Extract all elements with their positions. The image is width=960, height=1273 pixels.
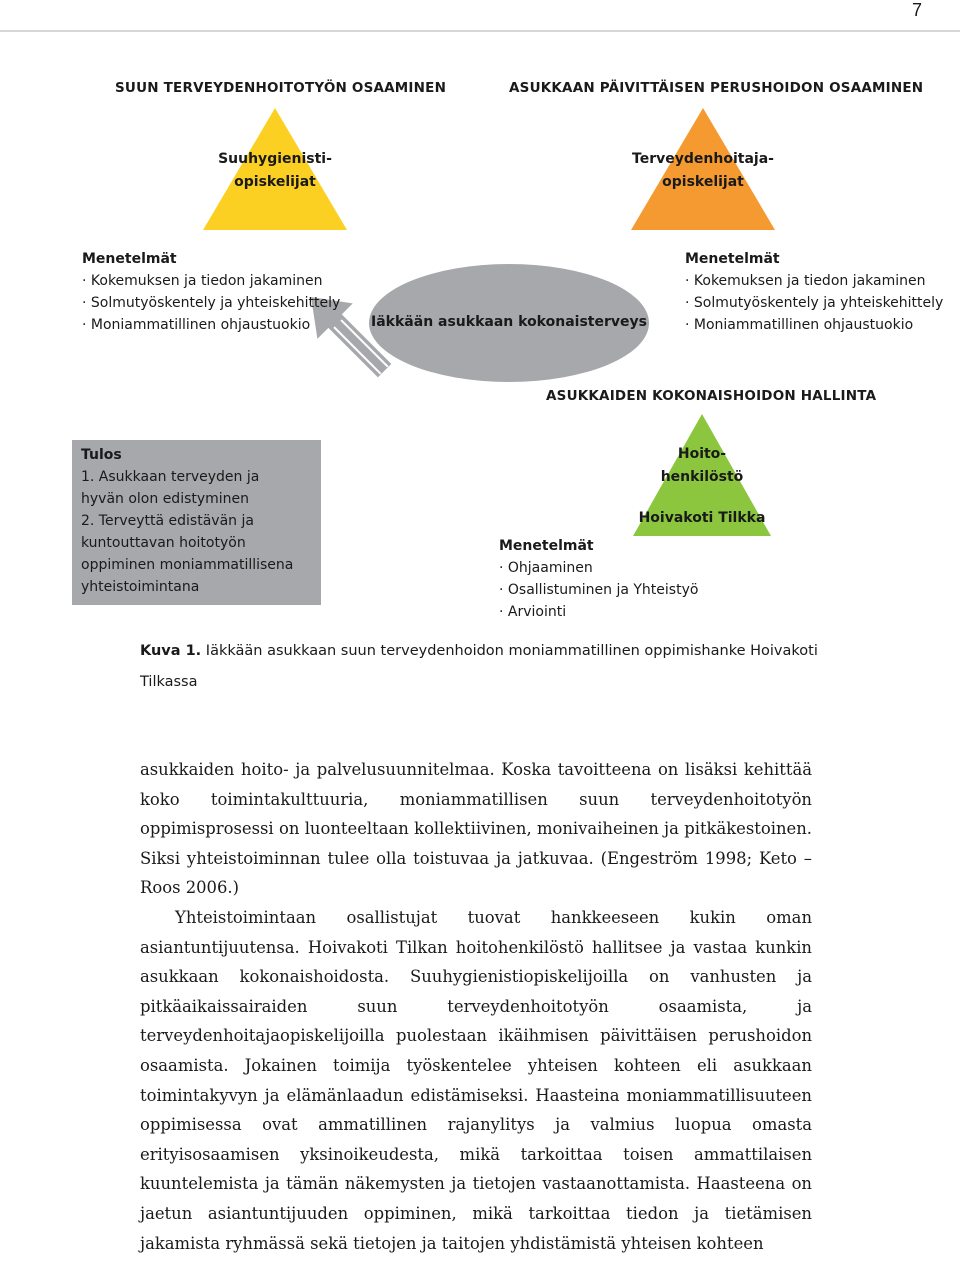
result-line: yhteistoimintana — [81, 579, 200, 595]
paragraph: Yhteistoimintaan osallistujat tuovat hankkeeseen kukin oman asiantuntijuutensa. Hoivakoti Tilkan hoitohenkilöstö hallitsee ja vastaa kunkin asukkaan kokonaishoidosta. Suuhygienistiopiskelijoilla on vanhusten ja pitkäaikaissairaiden suun terveydenhoitotyön osaamista, ja terveydenhoitajaopiskelijoilla puolestaan ikäihmisen päivittäisen perushoidon osaamista. Jokainen toimija työskentelee yhteisen kohteen eli asukkaan toimintakyvyn ja elämänlaadun edistämiseksi. Haasteina moniammatillisuuteen oppimisessa ovat ammatillinen rajanylitys ja valmius luopua omasta erityisosaamisen yksinoikeudesta, mikä tarkoittaa toisen ammattilaisen kuuntelemista ja tämän näkemysten ja tietojen vastaanottamista. Haasteena on jaetun asiantuntijuuden oppiminen, mikä tarkoittaa tiedon ja tietämisen jakamista ryhmässä sekä tietojen ja taitojen yhdistämistä yhteisen kohteen — [140, 907, 812, 1253]
result-line: 2. Terveyttä edistävän ja — [81, 513, 254, 529]
methods-bottom-item: · Osallistuminen ja Yhteistyö — [499, 582, 699, 598]
heading-oral-health: SUUN TERVEYDENHOITOTYÖN OSAAMINEN — [115, 80, 447, 96]
triangle-green-label — [642, 443, 762, 489]
methods-left-title: Menetelmät — [82, 251, 177, 267]
methods-right-item: · Moniammatillinen ohjaustuokio — [685, 317, 914, 333]
triangle-green-base-label: Hoivakoti Tilkka — [638, 510, 766, 526]
methods-bottom — [499, 535, 698, 623]
methods-left — [82, 248, 340, 336]
result-line: kuntouttavan hoitotyön — [81, 535, 246, 551]
triangle-right-label — [628, 148, 778, 194]
triangle-left-line2: opiskelijat — [234, 174, 316, 190]
methods-right-title: Menetelmät — [685, 251, 780, 267]
methods-right — [685, 248, 943, 336]
heading-overall-care: ASUKKAIDEN KOKONAISHOIDON HALLINTA — [546, 388, 877, 404]
methods-bottom-title: Menetelmät — [499, 538, 594, 554]
result-line: hyvän olon edistyminen — [81, 491, 250, 507]
triangle-right-line1: Terveydenhoitaja- — [632, 151, 774, 167]
triangle-left-line1: Suuhygienisti- — [218, 151, 332, 167]
triangle-right-line2: opiskelijat — [662, 174, 744, 190]
body-text — [140, 755, 812, 1258]
result-line: 1. Asukkaan terveyden ja — [81, 469, 260, 485]
paragraph: asukkaiden hoito- ja palvelusuunnitelmaa. Koska tavoitteena on lisäksi kehittää koko toimintakulttuuria, moniammatillisen suun terveydenhoitotyön oppimisprosessi on luonteeltaan kollektiivinen, monivaiheinen ja pitkäkestoinen. Siksi yhteistoiminnan tulee olla toistuvaa ja jatkuvaa. (Engeström 1998; Keto – Roos 2006.) — [140, 760, 812, 898]
methods-right-item: · Solmutyöskentely ja yhteiskehittely — [685, 295, 944, 311]
result-line: oppiminen moniammatillisena — [81, 557, 294, 573]
methods-bottom-item: · Arviointi — [499, 604, 567, 620]
caption-label: Kuva 1. — [140, 643, 202, 659]
center-ellipse-label: Iäkkään asukkaan kokonaisterveys — [371, 314, 647, 330]
caption-text: Iäkkään asukkaan suun terveydenhoidon moniammatillinen oppimishanke Hoivakoti Tilkassa — [140, 643, 818, 690]
figure-caption — [140, 636, 840, 698]
methods-left-item: · Solmutyöskentely ja yhteiskehittely — [82, 295, 341, 311]
methods-left-item: · Kokemuksen ja tiedon jakaminen — [82, 273, 323, 289]
methods-left-item: · Moniammatillinen ohjaustuokio — [82, 317, 311, 333]
methods-right-item: · Kokemuksen ja tiedon jakaminen — [685, 273, 926, 289]
methods-bottom-item: · Ohjaaminen — [499, 560, 593, 576]
heading-daily-care: ASUKKAAN PÄIVITTÄISEN PERUSHOIDON OSAAMINEN — [509, 80, 924, 96]
page-number: 7 — [911, 0, 922, 20]
triangle-green-line2: henkilöstö — [660, 469, 744, 485]
result-text — [81, 444, 293, 598]
triangle-left-label — [205, 148, 345, 194]
result-title: Tulos — [81, 447, 122, 463]
triangle-green-line1: Hoito- — [677, 446, 727, 462]
